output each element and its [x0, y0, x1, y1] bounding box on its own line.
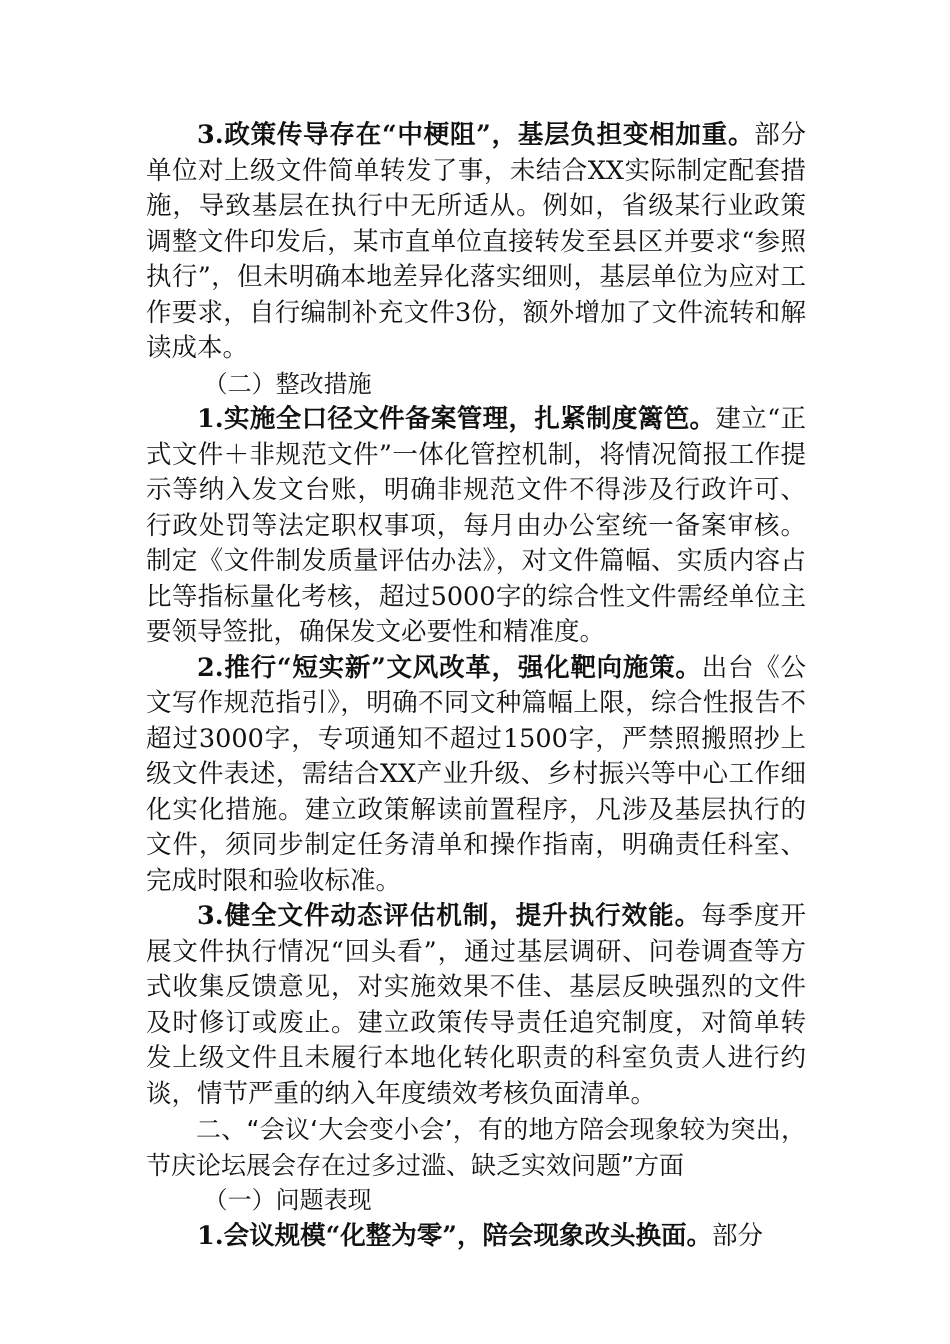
subheading-problem-manifestation: （一）问题表现: [203, 1186, 372, 1214]
paragraph-filing-management: [146, 402, 806, 651]
paragraph-lead: 3.健全文件动态评估机制，提升执行效能。: [197, 901, 702, 931]
paragraph-lead: 1.会议规模“化整为零”，陪会现象改头换面。: [197, 1220, 712, 1251]
paragraph-policy-transmission: [146, 118, 806, 367]
paragraph-body: 出台《公文写作规范指引》，明确不同文种篇幅上限，综合性报告不超过3000字，专项通知不超过1500字，严禁照搬照抄上级文件表述，需结合XX产业升级、乡村振兴等中心工作细化实化措施。建立政策解读前置程序，凡涉及基层执行的文件，须同步制定任务清单和操作指南，明确责任科室、完成时限和验收标准。: [146, 652, 806, 896]
paragraph-lead: 2.推行“短实新”文风改革，强化靶向施策。: [197, 652, 702, 683]
subheading-rectification-measures: （二）整改措施: [203, 369, 372, 398]
paragraph-writing-style-reform: [146, 651, 806, 900]
paragraph-body: 建立“正式文件＋非规范文件”一体化管控机制，将情况简报工作提示等纳入发文台账，明确非规范文件不得涉及行政许可、行政处罚等法定职权事项，每月由办公室统一备案审核。制定《文件制发质量评估办法》，对文件篇幅、实质内容占比等指标量化考核，超过5000字的综合性文件需经单位主要领导签批，确保发文必要性和精准度。: [146, 404, 806, 647]
paragraph-lead: 3.政策传导存在“中梗阻”，基层负担变相加重。: [197, 120, 755, 150]
paragraph-dynamic-evaluation: [146, 899, 806, 1112]
paragraph-meeting-scale: [146, 1219, 806, 1255]
paragraph-body: 部分单位对上级文件简单转发了事，未结合XX实际制定配套措施，导致基层在执行中无所适从。例如，省级某行业政策调整文件印发后，某市直单位直接转发至县区并要求“参照执行”，但未明确本地差异化落实细则，基层单位为应对工作要求，自行编制补充文件3份，额外增加了文件流转和解读成本。: [146, 120, 806, 363]
document-page: [146, 118, 806, 1254]
paragraph-body: 每季度开展文件执行情况“回头看”，通过基层调研、问卷调查等方式收集反馈意见，对实施效果不佳、基层反映强烈的文件及时修订或废止。建立政策传导责任追究制度，对简单转发上级文件且未履行本地化转化职责的科室负责人进行约谈，情节严重的纳入年度绩效考核负面清单。: [146, 901, 806, 1109]
paragraph-body: 部分: [711, 1220, 763, 1251]
paragraph-lead: 1.实施全口径文件备案管理，扎紧制度篱笆。: [197, 404, 716, 434]
section-heading-meetings: 二、“会议‘大会变小会’，有的地方陪会现象较为突出，节庆论坛展会存在过多过滥、缺乏实效问题”方面: [146, 1115, 806, 1180]
